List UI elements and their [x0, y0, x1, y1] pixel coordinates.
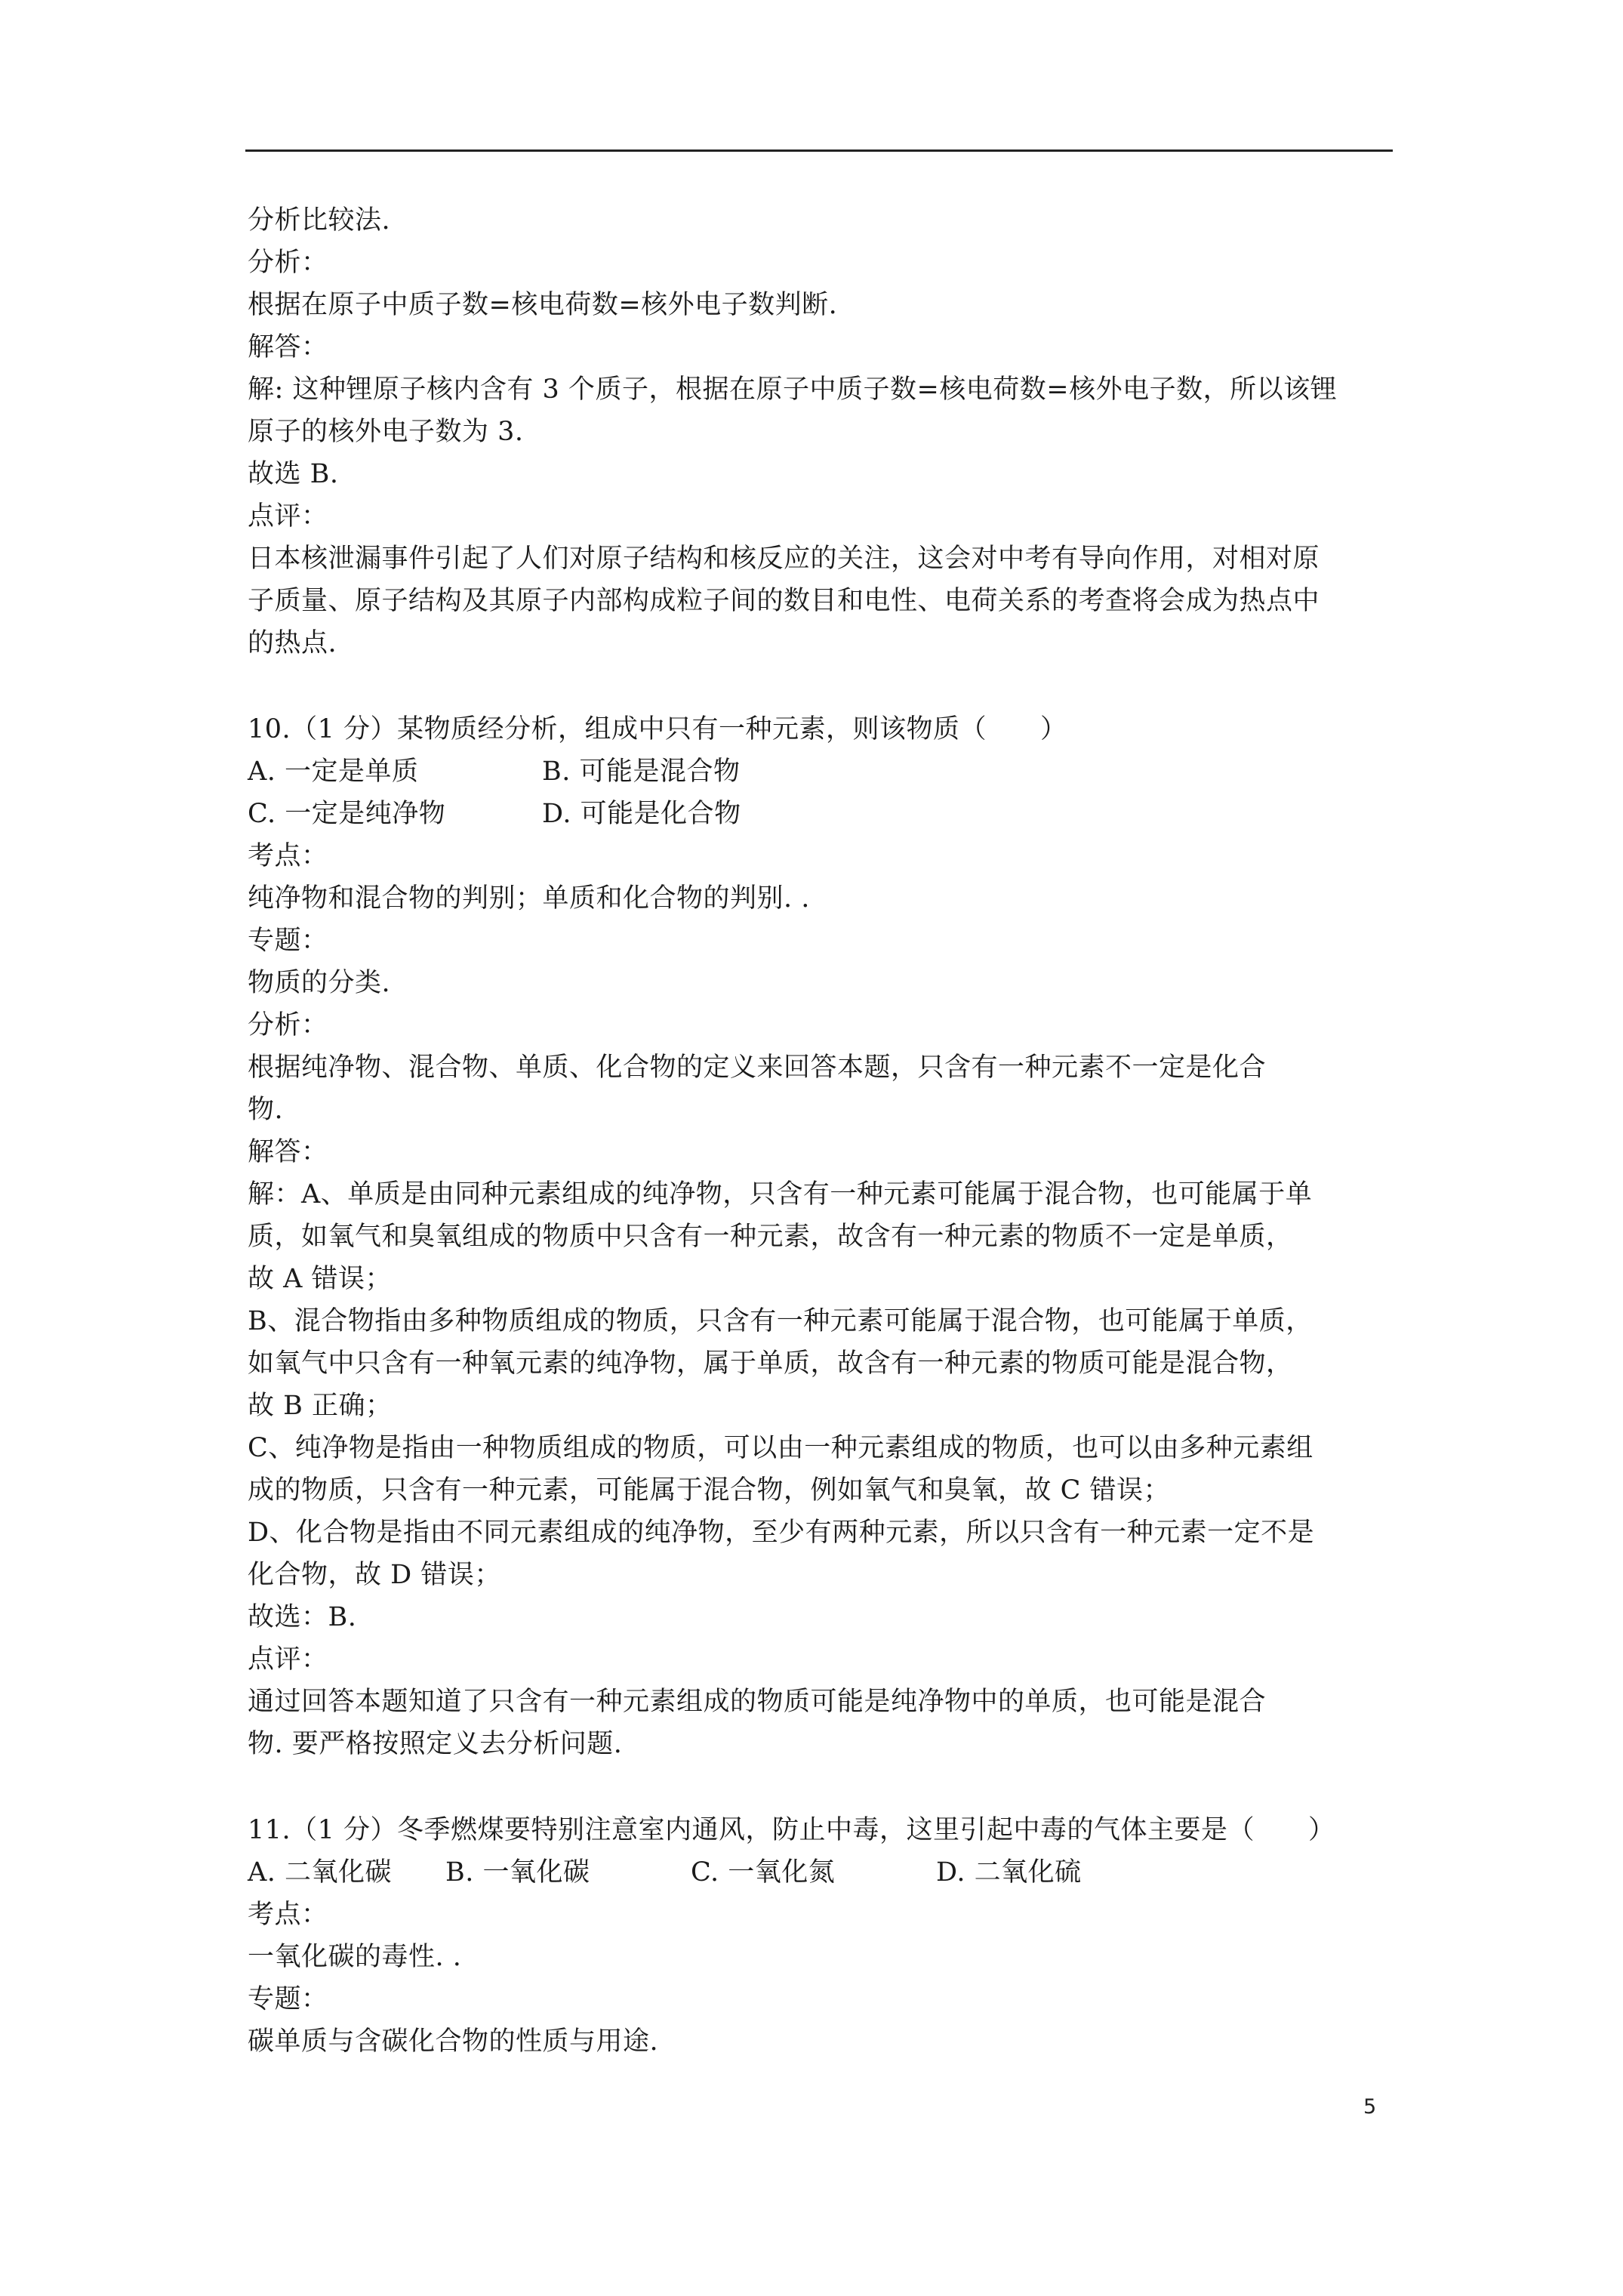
document-body	[248, 199, 1399, 2063]
q10-zhuanti: 物质的分类.	[248, 968, 391, 998]
prev-analysis-label: 分析：	[248, 248, 328, 278]
prev-analysis: 根据在原子中质子数=核电荷数=核外电子数判断.	[248, 290, 838, 320]
prev-comment-line: 日本核泄漏事件引起了人们对原子结构和核反应的关注，这会对中考有导向作用，对相对原	[248, 544, 1320, 574]
q10-answer-line: 故 B 正确；	[248, 1391, 393, 1421]
q10-answer-line: D、化合物是指由不同元素组成的纯净物，至少有两种元素，所以只含有一种元素一定不是	[248, 1518, 1315, 1548]
q10-answer-line: 成的物质，只含有一种元素，可能属于混合物，例如氧气和臭氧，故 C 错误；	[248, 1475, 1171, 1505]
q10-kaodian-label: 考点：	[248, 841, 328, 871]
q10-analysis-line: 根据纯净物、混合物、单质、化合物的定义来回答本题，只含有一种元素不一定是化合	[248, 1052, 1267, 1083]
q11-kaodian: 一氧化碳的毒性. .	[248, 1942, 462, 1972]
prev-topic: 分析比较法.	[248, 205, 391, 236]
q10-answer-line: 故选：B.	[248, 1602, 357, 1632]
prev-answer-label: 解答：	[248, 332, 328, 362]
q10-option-d: D. 可能是化合物	[542, 799, 741, 829]
q10-answer-line: 解：A、单质是由同种元素组成的纯净物，只含有一种元素可能属于混合物，也可能属于单	[248, 1179, 1313, 1210]
q10-analysis-label: 分析：	[248, 1010, 328, 1040]
q11-option-c: C. 一氧化氮	[691, 1857, 836, 1888]
q10-option-c: C. 一定是纯净物	[248, 799, 446, 829]
q11-zhuanti: 碳单质与含碳化合物的性质与用途.	[248, 2026, 659, 2057]
q10-analysis-line: 物.	[248, 1095, 284, 1125]
prev-comment-label: 点评：	[248, 501, 328, 532]
q10-comment-label: 点评：	[248, 1644, 328, 1675]
q10-stem: 10.（1 分）某物质经分析，组成中只有一种元素，则该物质（ ）	[248, 714, 1067, 744]
q10-option-b: B. 可能是混合物	[542, 757, 741, 787]
page-number: 5	[1363, 2095, 1377, 2119]
q10-zhuanti-label: 专题：	[248, 926, 328, 956]
q10-answer-line: 如氧气中只含有一种氧元素的纯净物，属于单质，故含有一种元素的物质可能是混合物，	[248, 1348, 1293, 1379]
q10-answer-label: 解答：	[248, 1137, 328, 1167]
q10-answer-line: 化合物，故 D 错误；	[248, 1560, 501, 1590]
q10-kaodian: 纯净物和混合物的判别；单质和化合物的判别. .	[248, 883, 810, 914]
q10-comment-line: 物. 要严格按照定义去分析问题.	[248, 1729, 623, 1759]
header-rule	[245, 149, 1393, 152]
prev-comment-line: 的热点.	[248, 628, 337, 658]
q11-stem: 11.（1 分）冬季燃煤要特别注意室内通风，防止中毒，这里引起中毒的气体主要是（ ）	[248, 1815, 1335, 1845]
prev-answer-line: 解: 这种锂原子核内含有 3 个质子，根据在原子中质子数=核电荷数=核外电子数，所以该锂	[248, 374, 1338, 405]
q10-answer-line: B、混合物指由多种物质组成的物质，只含有一种元素可能属于混合物，也可能属于单质，	[248, 1306, 1313, 1336]
q10-option-a: A. 一定是单质	[248, 757, 419, 787]
q11-option-b: B. 一氧化碳	[445, 1857, 590, 1888]
prev-choice: 故选 B.	[248, 459, 339, 489]
q10-options-row-2	[248, 793, 1399, 835]
prev-comment-line: 子质量、原子结构及其原子内部构成粒子间的数目和电性、电荷关系的考查将会成为热点中	[248, 586, 1320, 616]
q11-option-a: A. 二氧化碳	[248, 1857, 393, 1888]
q11-options-row	[248, 1851, 1399, 1894]
q10-answer-line: 质，如氧气和臭氧组成的物质中只含有一种元素，故含有一种元素的物质不一定是单质，	[248, 1222, 1293, 1252]
q11-option-d: D. 二氧化硫	[936, 1857, 1082, 1888]
q10-answer-line: 故 A 错误；	[248, 1264, 393, 1294]
q10-options-row-1	[248, 750, 1399, 793]
q10-answer-line: C、纯净物是指由一种物质组成的物质，可以由一种元素组成的物质，也可以由多种元素组	[248, 1433, 1313, 1463]
q11-zhuanti-label: 专题：	[248, 1984, 328, 2014]
prev-answer-line: 原子的核外电子数为 3.	[248, 417, 524, 447]
q11-kaodian-label: 考点：	[248, 1900, 328, 1930]
q10-comment-line: 通过回答本题知道了只含有一种元素组成的物质可能是纯净物中的单质，也可能是混合	[248, 1687, 1267, 1717]
